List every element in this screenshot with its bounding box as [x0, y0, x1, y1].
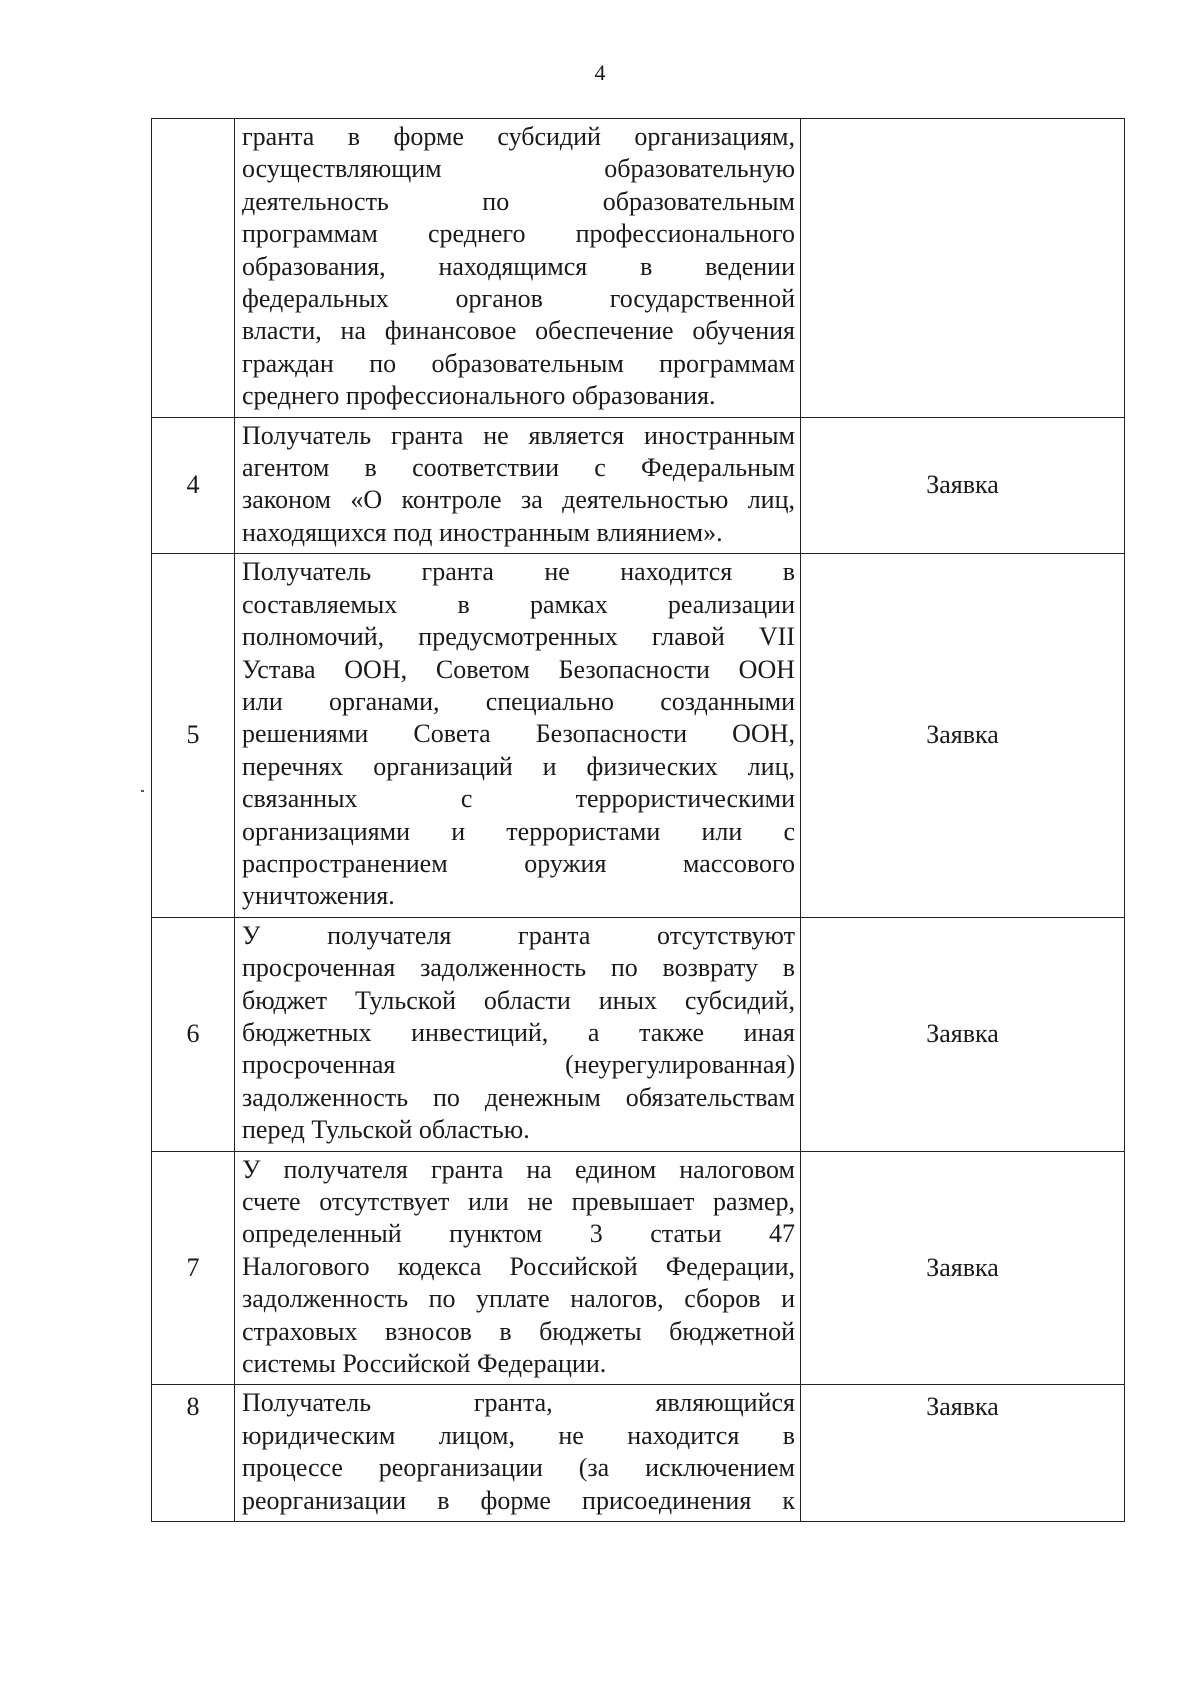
row-number-cell — [152, 119, 235, 418]
requirement-text-line: задолженность по денежным обязательствам — [242, 1082, 795, 1112]
requirement-text-line: перечнях организаций и физических лиц, — [242, 751, 795, 781]
confirming-document-cell: Заявка — [801, 417, 1125, 554]
requirements-table — [151, 118, 1125, 1522]
confirming-document-cell: Заявка — [801, 917, 1125, 1151]
requirement-text-line: юридическим лицом, не находится в — [242, 1420, 795, 1450]
requirement-text-line: Получатель гранта не находится в — [242, 557, 795, 587]
requirement-text-cell — [235, 1151, 801, 1385]
table-row — [152, 1151, 1125, 1385]
requirement-text-line: уничтожения. — [242, 881, 395, 911]
requirement-text-line: среднего профессионального образования. — [242, 381, 716, 411]
requirement-text-line: страховых взносов в бюджеты бюджетной — [242, 1316, 795, 1346]
confirming-document-cell: Заявка — [801, 1385, 1125, 1522]
requirement-text-line: законом «О контроле за деятельностью лиц, — [242, 485, 795, 515]
requirement-text-line: гранта в форме субсидий организациям, — [242, 122, 795, 151]
confirming-document-cell: Заявка — [801, 554, 1125, 917]
requirement-text-cell — [235, 554, 801, 917]
requirement-text-line: решениями Совета Безопасности ООН, — [242, 719, 795, 749]
confirming-document-cell — [801, 119, 1125, 418]
requirement-text-line: задолженность по уплате налогов, сборов и — [242, 1284, 795, 1314]
row-number-cell: 6 — [152, 917, 235, 1151]
requirement-text-line: организациями и террористами или с — [242, 816, 795, 846]
requirements-table-body — [152, 119, 1125, 1522]
page-number: 4 — [594, 60, 606, 85]
requirement-text-line: системы Российской Федерации. — [242, 1349, 607, 1379]
requirement-text-line: агентом в соответствии с Федеральным — [242, 453, 795, 483]
requirement-text-line: процессе реорганизации (за исключением — [242, 1453, 795, 1483]
requirement-text-line: определенный пунктом 3 статьи 47 — [242, 1219, 795, 1249]
requirement-text-line: У получателя гранта отсутствуют — [242, 920, 795, 950]
requirement-text-line: находящихся под иностранным влиянием». — [242, 517, 723, 547]
requirement-text-line: деятельность по образовательным — [242, 186, 795, 216]
row-number-cell: 5 — [152, 554, 235, 917]
row-number-cell: 4 — [152, 417, 235, 554]
requirement-text-cell — [235, 119, 801, 418]
requirement-text-line: Получатель гранта, являющийся — [242, 1388, 795, 1418]
requirement-text-line: просроченная (неурегулированная) — [242, 1050, 795, 1080]
requirement-text-line: граждан по образовательным программам — [242, 348, 795, 378]
requirement-text-line: счете отсутствует или не превышает размер, — [242, 1187, 795, 1216]
requirement-text-line: бюджет Тульской области иных субсидий, — [242, 985, 795, 1015]
requirement-text-line: Получатель гранта не является иностранным — [242, 420, 795, 450]
requirement-text-line: просроченная задолженность по возврату в — [242, 953, 795, 983]
scan-artifact — [141, 790, 144, 792]
requirement-text-line: власти, на финансовое обеспечение обучения — [242, 316, 795, 346]
table-row — [152, 554, 1125, 917]
requirement-text-line: У получателя гранта на едином налоговом — [242, 1154, 795, 1184]
requirement-text-line: федеральных органов государственной — [242, 284, 795, 314]
requirement-text-line: распространением оружия массового — [242, 848, 795, 878]
requirement-text-line: перед Тульской областью. — [242, 1115, 530, 1145]
table-row — [152, 1385, 1125, 1522]
requirement-text-line: Устава ООН, Советом Безопасности ООН — [242, 654, 795, 684]
table-row — [152, 417, 1125, 554]
requirement-text-line: Налогового кодекса Российской Федерации, — [242, 1251, 795, 1281]
requirement-text-cell — [235, 417, 801, 554]
requirement-text-line: образования, находящимся в ведении — [242, 251, 795, 281]
requirement-text-line: полномочий, предусмотренных главой VII — [242, 622, 795, 652]
requirement-text-line: реорганизации в форме присоединения к — [242, 1485, 795, 1515]
requirement-text-cell — [235, 917, 801, 1151]
requirement-text-line: или органами, специально созданными — [242, 686, 795, 716]
requirement-text-line: связанных с террористическими — [242, 784, 795, 814]
row-number-cell: 7 — [152, 1151, 235, 1385]
table-row — [152, 917, 1125, 1151]
requirement-text-line: бюджетных инвестиций, а также иная — [242, 1017, 795, 1047]
requirement-text-line: осуществляющим образовательную — [242, 154, 795, 184]
confirming-document-cell: Заявка — [801, 1151, 1125, 1385]
table-row — [152, 119, 1125, 418]
row-number-cell: 8 — [152, 1385, 235, 1522]
requirement-text-line: программам среднего профессионального — [242, 219, 795, 249]
requirement-text-cell — [235, 1385, 801, 1522]
requirement-text-line: составляемых в рамках реализации — [242, 589, 795, 619]
